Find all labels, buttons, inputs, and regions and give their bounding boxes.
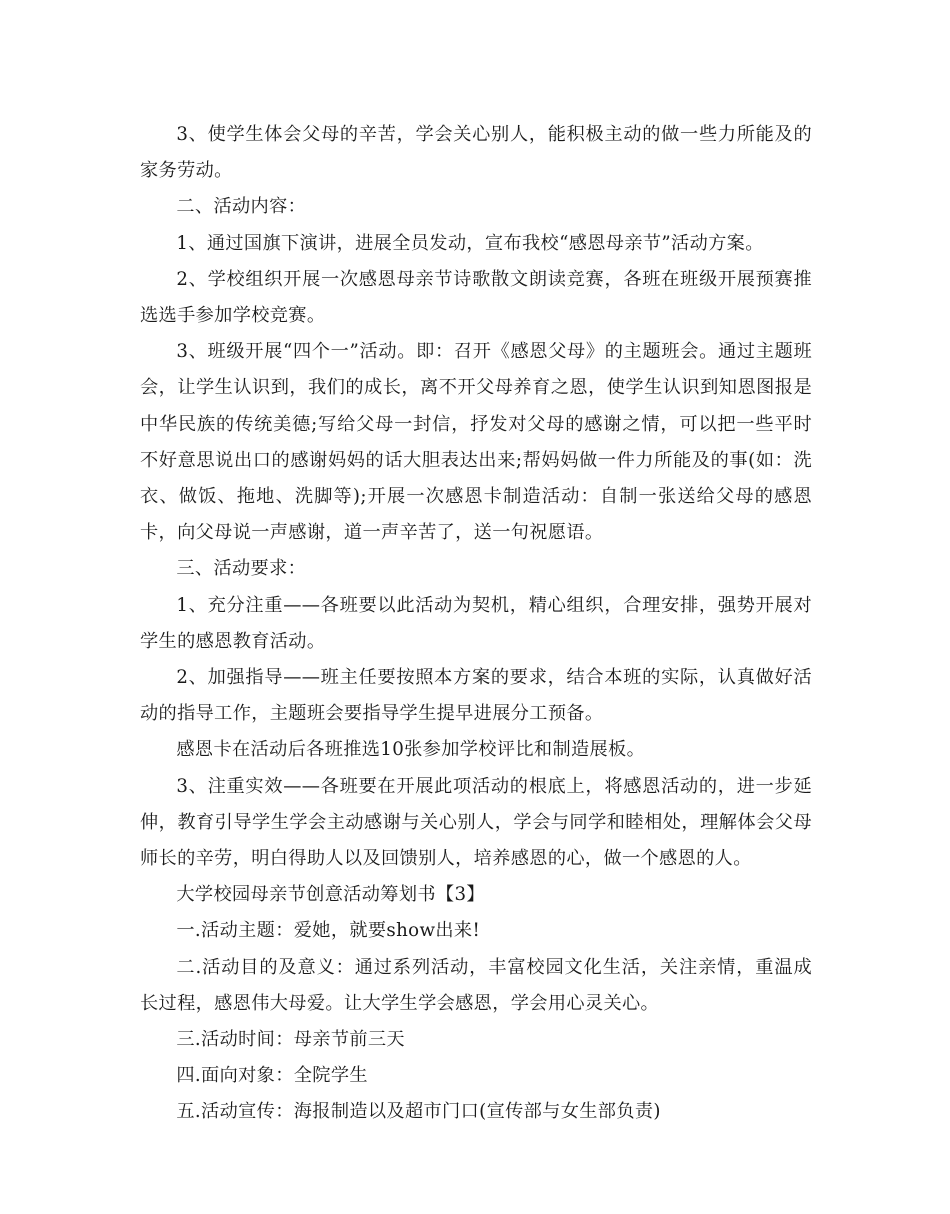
paragraph-content-2: 2、学校组织开展一次感恩母亲节诗歌散文朗读竞赛，各班在班级开展预赛推选选手参加学校竞赛。 bbox=[140, 268, 812, 327]
paragraph-audience: 四.面向对象：全院学生 bbox=[176, 1065, 368, 1087]
paragraph-thank-card: 感恩卡在活动后各班推选10张参加学校评比和制造展板。 bbox=[176, 739, 646, 761]
paragraph-goal-3: 3、使学生体会父母的辛苦，学会关心别人，能积极主动的做一些力所能及的家务劳动。 bbox=[140, 124, 812, 182]
heading-activity-requirements: 三、活动要求： bbox=[176, 558, 307, 580]
paragraph-content-3: 3、班级开展“四个一”活动。即：召开《感恩父母》的主题班会。通过主题班会，让学生认识到，我们的成长，离不开父母养育之恩，使学生认识到知恩图报是中华民族的传统美德;写给父母一封信，抒发对父母的感谢之情，可以把一些平时不好意思说出口的感谢妈妈的话大胆表达出来;帮妈妈做一件力所能及的事(如：洗衣、做饭、拖地、洗脚等);开展一次感恩卡制造活动：自制一张送给父母的感恩卡，向父母说一声感谢，道一声辛苦了，送一句祝愿语。 bbox=[140, 341, 812, 544]
paragraph-requirement-2: 2、加强指导——班主任要按照本方案的要求，结合本班的实际，认真做好活动的指导工作，主题班会要指导学生提早进展分工预备。 bbox=[140, 667, 812, 725]
heading-activity-content: 二、活动内容： bbox=[176, 196, 307, 218]
paragraph-publicity: 五.活动宣传：海报制造以及超市门口(宣传部与女生部负责) bbox=[176, 1101, 661, 1123]
paragraph-theme: 一.活动主题：爱她，就要show出来! bbox=[176, 920, 481, 942]
paragraph-requirement-3: 3、注重实效——各班要在开展此项活动的根底上，将感恩活动的，进一步延伸，教育引导学生学会主动感谢与关心别人，学会与同学和睦相处，理解体会父母师长的辛劳，明白得助人以及回馈别人，培养感恩的心，做一个感恩的人。 bbox=[140, 775, 812, 870]
paragraph-time: 三.活动时间：母亲节前三天 bbox=[176, 1029, 405, 1051]
document-page bbox=[140, 117, 812, 1131]
paragraph-purpose: 二.活动目的及意义：通过系列活动，丰富校园文化生活，关注亲情，重温成长过程，感恩伟大母爱。让大学生学会感恩，学会用心灵关心。 bbox=[140, 956, 812, 1014]
section-title-plan-3: 大学校园母亲节创意活动筹划书【3】 bbox=[176, 884, 485, 906]
paragraph-content-1: 1、通过国旗下演讲，进展全员发动，宣布我校“感恩母亲节”活动方案。 bbox=[176, 232, 764, 254]
paragraph-requirement-1: 1、充分注重——各班要以此活动为契机，精心组织，合理安排，强势开展对学生的感恩教育活动。 bbox=[140, 594, 812, 652]
